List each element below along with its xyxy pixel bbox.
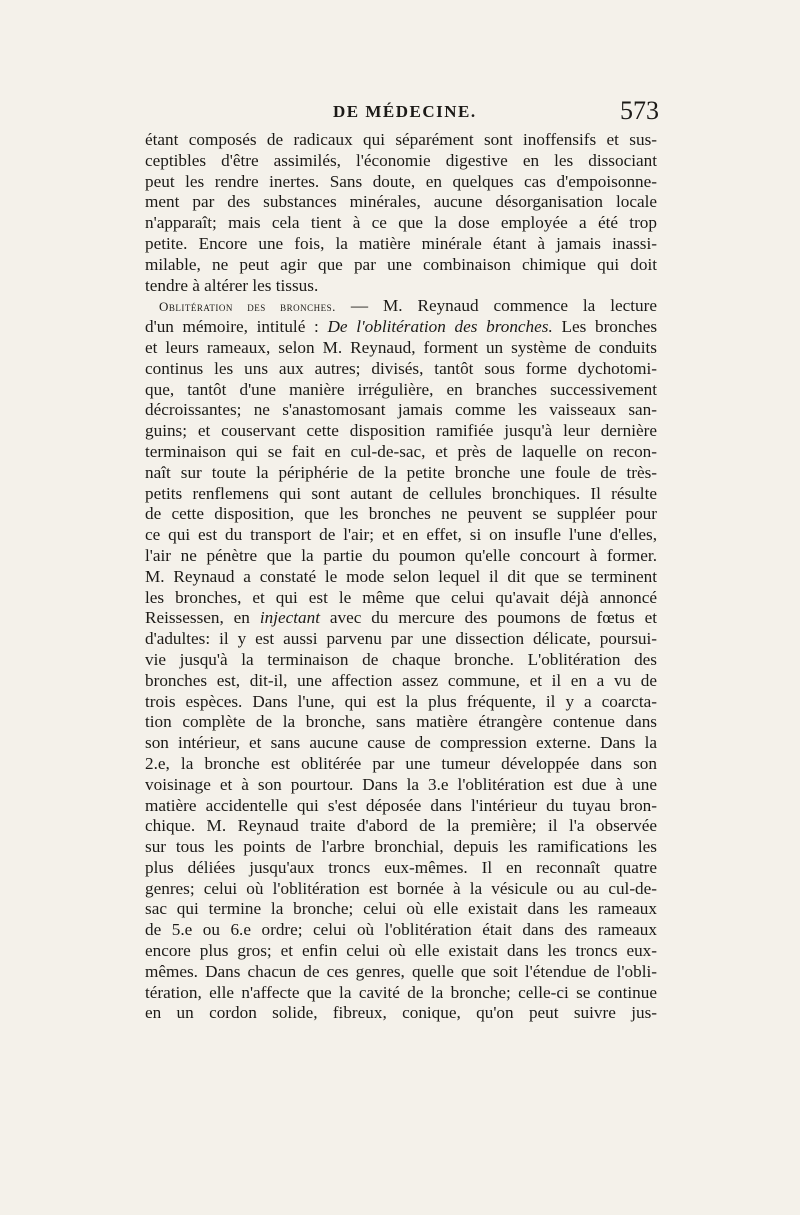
paragraph-2 [145, 296, 657, 1024]
text-line: petite. Encore une fois, la matière minérale étant à jamais inassi- [145, 233, 657, 253]
text-line: 2.e, la bronche est oblitérée par une tumeur développée dans son [145, 753, 657, 773]
text-run: Reissessen, en [145, 608, 250, 628]
text-line: et leurs rameaux, selon M. Reynaud, forment un système de conduits [145, 337, 657, 357]
text-line: d'adultes: il y est aussi parvenu par une dissection délicate, poursui- [145, 629, 657, 649]
text-line: peut les rendre inertes. Sans doute, en quelques cas d'empoisonne- [145, 171, 657, 191]
text-line: petits renflemens qui sont autant de cellules bronchiques. Il résulte [145, 483, 657, 503]
text-line: voisinage et à son pourtour. Dans la 3.e l'oblitération est due à une [145, 774, 657, 794]
text-run: Les bronches [561, 317, 657, 337]
section-heading: Oblitération des bronches. [159, 299, 336, 315]
text-line: tion complète de la bronche, sans matière étrangère contenue dans [145, 712, 657, 732]
text-line: tendre à altérer les tissus. [145, 275, 319, 295]
text-line: ceptibles d'être assimilés, l'économie digestive en les dissociant [145, 150, 657, 170]
text-run: — M. Reynaud commence la lecture [350, 296, 657, 316]
running-head: DE MÉDECINE. [333, 102, 477, 121]
text-line: continus les uns aux autres; divisés, tantôt sous forme dychotomi- [145, 358, 657, 378]
text-line: matière accidentelle qui s'est déposée dans l'intérieur du tuyau bron- [145, 795, 657, 815]
text-run: d'un mémoire, intitulé : [145, 317, 319, 337]
text-line: encore plus gros; et enfin celui où elle existait dans les troncs eux- [145, 941, 657, 961]
text-line [145, 296, 657, 317]
text-line: terminaison qui se fait en cul-de-sac, et près de laquelle on recon- [145, 441, 657, 461]
text-line: l'air ne pénètre que la partie du poumon qu'elle concourt à former. [145, 545, 657, 565]
text-line: milable, ne peut agir que par une combinaison chimique qui doit [145, 254, 657, 274]
text-line: M. Reynaud a constaté le mode selon lequel il dit que se terminent [145, 566, 657, 586]
page-header [145, 92, 665, 132]
text-line: sur tous les points de l'arbre bronchial, depuis les ramifications les [145, 837, 657, 857]
memoir-title: De l'oblitération des bronches. [327, 317, 553, 337]
text-line: les bronches, et qui est le même que celui qu'avait déjà annoncé [145, 587, 657, 607]
text-run: avec du mercure des poumons de fœtus et [329, 608, 657, 628]
text-line: mêmes. Dans chacun de ces genres, quelle que soit l'étendue de l'obli- [145, 961, 657, 981]
text-line: en un cordon solide, fibreux, conique, qu'on peut suivre jus- [145, 1003, 657, 1023]
text-line: bronches est, dit-il, une affection assez commune, et il en a vu de [145, 670, 657, 690]
text-line: son intérieur, et sans aucune cause de compression externe. Dans la [145, 733, 657, 753]
text-line: trois espèces. Dans l'une, qui est la plus fréquente, il y a coarcta- [145, 691, 657, 711]
text-line: vie jusqu'à la terminaison de chaque bronche. L'oblitération des [145, 649, 657, 669]
text-line: genres; celui où l'oblitération est bornée à la vésicule ou au cul-de- [145, 878, 657, 898]
text-line: sac qui termine la bronche; celui où elle existait dans les rameaux [145, 899, 657, 919]
text-line: que, tantôt d'une manière irrégulière, en branches successivement [145, 379, 657, 399]
text-line: plus déliées jusqu'aux troncs eux-mêmes. Il en reconnaît quatre [145, 857, 657, 877]
text-line: ment par des substances minérales, aucune désorganisation locale [145, 192, 657, 212]
page-number: 573 [620, 96, 659, 125]
text-line: étant composés de radicaux qui séparément sont inoffensifs et sus- [145, 130, 657, 149]
text-line: tération, elle n'affecte que la cavité de la bronche; celle-ci se continue [145, 982, 657, 1002]
text-line: de cette disposition, que les bronches ne peuvent se suppléer pour [145, 504, 657, 524]
text-line: n'apparaît; mais cela tient à ce que la dose employée a été trop [145, 213, 657, 233]
text-line: chique. M. Reynaud traite d'abord de la première; il l'a observée [145, 816, 657, 836]
page-body [145, 130, 657, 1024]
text-line [145, 608, 657, 629]
text-line: naît sur toute la périphérie de la petite bronche une foule de très- [145, 462, 657, 482]
text-line: de 5.e ou 6.e ordre; celui où l'oblitération était dans des rameaux [145, 920, 657, 940]
paragraph-1 [145, 130, 657, 296]
italic-word: injectant [259, 608, 320, 628]
text-line: guins; et couservant cette disposition ramifiée jusqu'à leur dernière [145, 421, 657, 441]
text-line [145, 317, 657, 338]
text-line: ce qui est du transport de l'air; et en effet, si on insufle l'une d'elles, [145, 525, 657, 545]
text-line: décroissantes; ne s'anastomosant jamais comme les vaisseaux san- [145, 400, 657, 420]
